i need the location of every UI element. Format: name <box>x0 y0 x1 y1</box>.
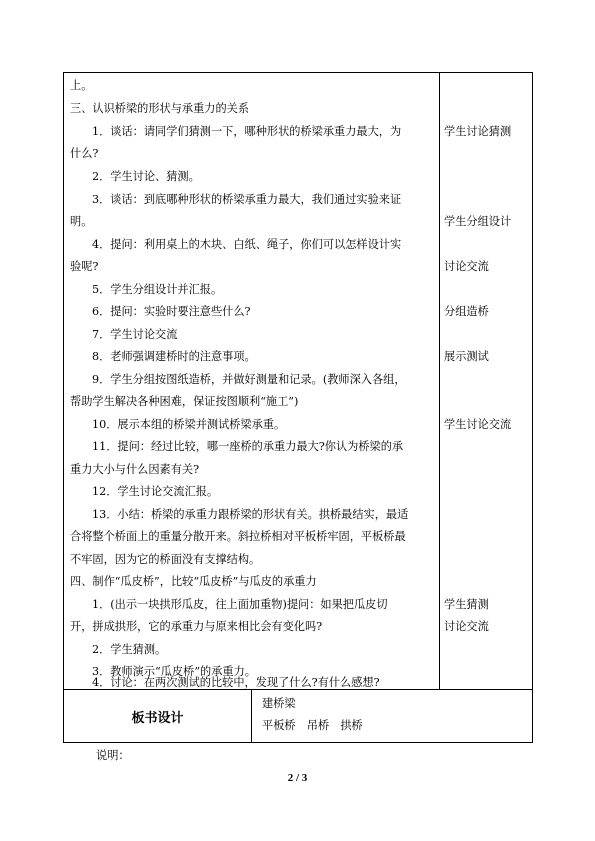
activity-note: 讨论交流 <box>444 260 489 273</box>
text-line: 2．学生猜测。 <box>92 643 167 656</box>
activity-notes <box>440 73 532 689</box>
text-line: 2．学生讨论、猜测。 <box>92 170 200 183</box>
activity-note: 学生分组设计 <box>444 215 512 228</box>
text-line: 验呢? <box>70 260 99 273</box>
board-items: 平板桥 吊桥 拱桥 <box>262 719 363 732</box>
text-line: 合将整个桥面上的重量分散开来。斜拉桥相对平板桥牢固，平板桥最 <box>70 530 406 543</box>
text-line: 3．谈话：到底哪种形状的桥梁承重力最大，我们通过实验来证 <box>92 193 402 206</box>
text-line: 7．学生讨论交流 <box>92 328 178 341</box>
board-content <box>252 690 532 742</box>
section-heading: 四、制作“瓜皮桥”，比较“瓜皮桥”与瓜皮的承重力 <box>70 575 317 588</box>
text-line: 帮助学生解决各种困难，保证按图顺利“施工”) <box>70 395 299 408</box>
text-line: 13．小结：桥梁的承重力跟桥梁的形状有关。拱桥最结实，最适 <box>92 508 409 521</box>
text-line: 8．老师强调建桥时的注意事项。 <box>92 350 256 363</box>
activity-notes-cell <box>440 73 533 690</box>
text-line: 3．教师演示“瓜皮桥”的承重力。 <box>92 665 256 678</box>
lesson-table <box>63 72 533 743</box>
board-content-cell <box>252 690 533 743</box>
note-label: 说明： <box>96 749 130 762</box>
board-label: 板书设计 <box>131 710 184 726</box>
activity-note: 分组造桥 <box>444 305 489 318</box>
text-line: 10．展示本组的桥梁并测试桥梁承重。 <box>92 418 286 431</box>
section-heading: 三、认识桥梁的形状与承重力的关系 <box>70 102 250 115</box>
text-line: 4．提问：利用桌上的木块、白纸、绳子，你们可以怎样设计实 <box>92 238 402 251</box>
text-line: 4．讨论：在两次测试的比较中，发现了什么?有什么感想? <box>92 676 380 689</box>
text-line: 重力大小与什么因素有关? <box>70 463 200 476</box>
activity-note: 展示测试 <box>444 350 489 363</box>
text-line: 12．学生讨论交流汇报。 <box>92 485 219 498</box>
board-title: 建桥梁 <box>262 697 296 710</box>
text-line: 1．谈话：请同学们猜测一下，哪种形状的桥梁承重力最大，为 <box>92 125 402 138</box>
text-line: 9．学生分组按图纸造桥，并做好测量和记录。(教师深入各组， <box>92 373 406 386</box>
text-line: 上。 <box>70 79 93 92</box>
text-line: 什么? <box>70 147 99 160</box>
text-line: 5．学生分组设计并汇报。 <box>92 283 223 296</box>
text-line: 11．提问：经过比较，哪一座桥的承重力最大?你认为桥梁的承 <box>92 440 404 453</box>
text-line: 6．提问：实验时要注意些什么? <box>92 305 251 318</box>
text-line: 开，拼成拱形，它的承重力与原来相比会有变化吗? <box>70 620 323 633</box>
lesson-steps-cell <box>64 73 440 690</box>
page-number: 2 / 3 <box>287 772 308 784</box>
text-line: 不牢固，因为它的桥面没有支撑结构。 <box>70 553 261 566</box>
activity-note: 学生讨论猜测 <box>444 125 512 138</box>
text-line: 明。 <box>70 215 93 228</box>
activity-note: 讨论交流 <box>444 620 489 633</box>
lesson-steps <box>64 73 439 689</box>
board-label-cell <box>64 690 252 743</box>
activity-note: 学生讨论交流 <box>444 418 512 431</box>
text-line: 1．(出示一块拱形瓜皮，往上面加重物)提问：如果把瓜皮切 <box>92 598 388 611</box>
activity-note: 学生猜测 <box>444 598 489 611</box>
